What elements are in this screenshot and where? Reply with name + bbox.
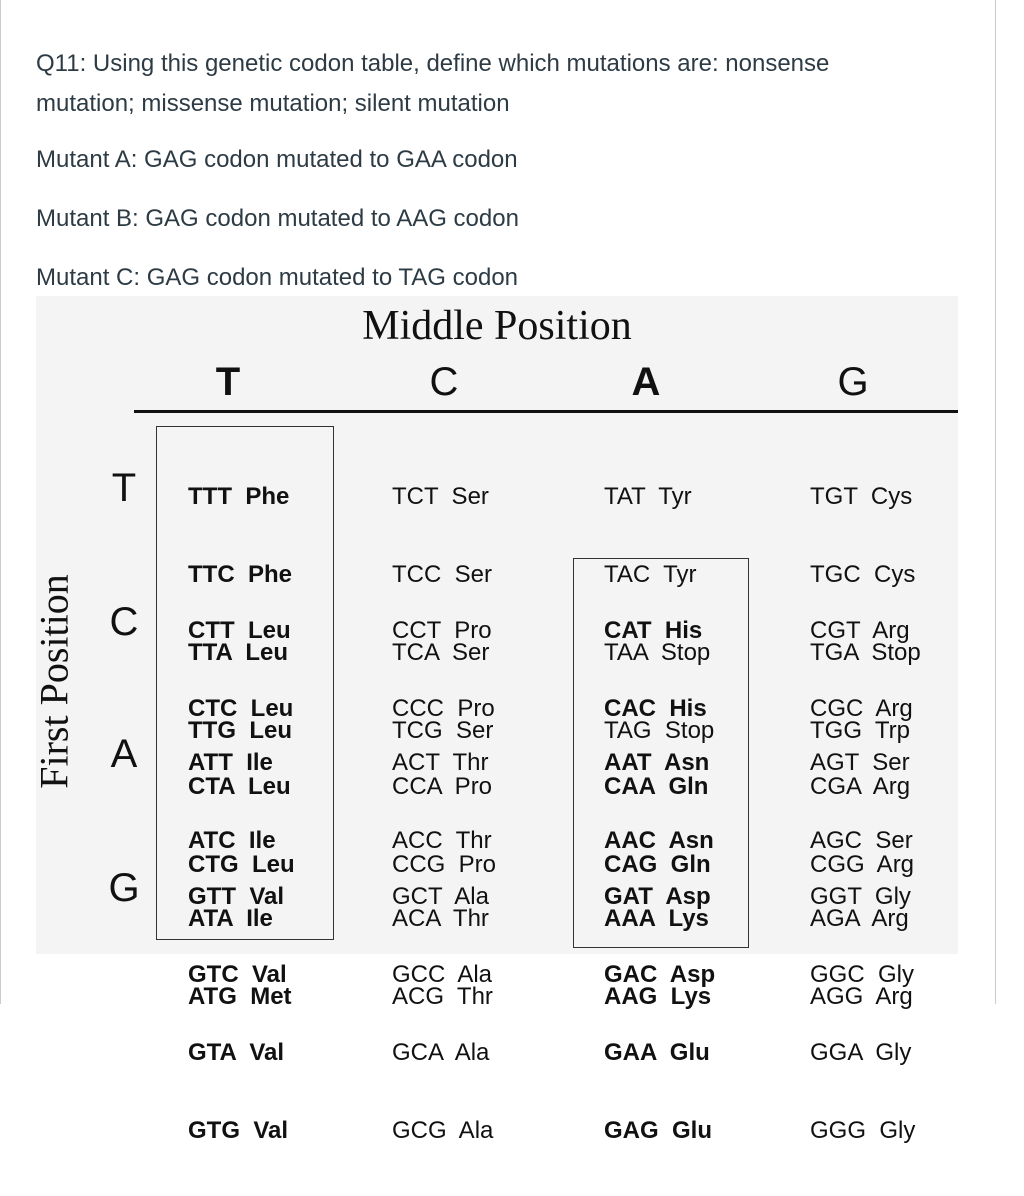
codon-acg: ACG Thr: [392, 983, 493, 1010]
question-line-2: mutation; missense mutation; silent mutation: [36, 90, 510, 117]
codon-ggc: GGC Gly: [810, 961, 915, 988]
codon-aaa: AAA Lys: [604, 905, 709, 932]
codon-gtg: GTG Val: [188, 1117, 289, 1144]
codon-ggt: GGT Gly: [810, 883, 911, 910]
codon-ttt: TTT Phe: [188, 483, 290, 510]
codon-atc: ATC Ile: [188, 827, 276, 854]
row-header-g: G: [108, 866, 140, 910]
row-header-c: C: [109, 600, 139, 644]
cell-gc: [392, 832, 493, 1196]
codon-ggg: GGG Gly: [810, 1117, 916, 1144]
question-line-1: Q11: Using this genetic codon table, define which mutations are: nonsense: [36, 50, 830, 77]
codon-gat: GAT Asp: [604, 883, 711, 910]
codon-gac: GAC Asp: [604, 961, 716, 988]
codon-cgc: CGC Arg: [810, 695, 913, 722]
codon-cac: CAC His: [604, 695, 707, 722]
cell-gt: [188, 832, 288, 1196]
codon-tct: TCT Ser: [392, 483, 489, 510]
mutant-c: Mutant C: GAG codon mutated to TAG codon: [36, 264, 519, 291]
codon-cgg: CGG Arg: [810, 851, 915, 878]
mutant-a: Mutant A: GAG codon mutated to GAA codon: [36, 146, 518, 173]
codon-tgt: TGT Cys: [810, 483, 913, 510]
codon-tcc: TCC Ser: [392, 561, 493, 588]
codon-ctt: CTT Leu: [188, 617, 291, 644]
cell-gg: [810, 832, 915, 1196]
codon-gcc: GCC Ala: [392, 961, 493, 988]
codon-cag: CAG Gln: [604, 851, 711, 878]
codon-caa: CAA Gln: [604, 773, 709, 800]
codon-aga: AGA Arg: [810, 905, 909, 932]
codon-agg: AGG Arg: [810, 983, 913, 1010]
codon-tag: TAG Stop: [604, 717, 715, 744]
codon-cca: CCA Pro: [392, 773, 493, 800]
codon-table-image: [31, 296, 958, 1144]
column-header-g: G: [837, 360, 869, 404]
codon-ttg: TTG Leu: [188, 717, 292, 744]
codon-gag: GAG Glu: [604, 1117, 712, 1144]
codon-tca: TCA Ser: [392, 639, 490, 666]
codon-cat: CAT His: [604, 617, 703, 644]
column-header-t: T: [215, 360, 241, 404]
mutant-b: Mutant B: GAG codon mutated to AAG codon: [36, 205, 519, 232]
codon-ccc: CCC Pro: [392, 695, 495, 722]
codon-gaa: GAA Glu: [604, 1039, 710, 1066]
codon-aca: ACA Thr: [392, 905, 489, 932]
cell-ga: [604, 832, 715, 1196]
codon-act: ACT Thr: [392, 749, 489, 776]
header-divider: [134, 410, 958, 413]
codon-cgt: CGT Arg: [810, 617, 910, 644]
middle-position-title: Middle Position: [362, 303, 632, 349]
codon-tgg: TGG Trp: [810, 717, 911, 744]
codon-aag: AAG Lys: [604, 983, 712, 1010]
codon-gtt: GTT Val: [188, 883, 285, 910]
codon-cta: CTA Leu: [188, 773, 291, 800]
codon-tac: TAC Tyr: [604, 561, 697, 588]
codon-tcg: TCG Ser: [392, 717, 494, 744]
codon-agc: AGC Ser: [810, 827, 913, 854]
column-header-c: C: [429, 360, 459, 404]
question-text: [36, 44, 936, 124]
codon-ctg: CTG Leu: [188, 851, 295, 878]
first-position-title: First Position: [31, 574, 77, 789]
codon-agt: AGT Ser: [810, 749, 910, 776]
codon-ctc: CTC Leu: [188, 695, 294, 722]
codon-ata: ATA Ile: [188, 905, 273, 932]
codon-aac: AAC Asn: [604, 827, 714, 854]
codon-cga: CGA Arg: [810, 773, 911, 800]
column-header-a: A: [631, 360, 661, 404]
codon-gcg: GCG Ala: [392, 1117, 494, 1144]
codon-att: ATT Ile: [188, 749, 273, 776]
codon-gca: GCA Ala: [392, 1039, 490, 1066]
codon-acc: ACC Thr: [392, 827, 492, 854]
codon-aat: AAT Asn: [604, 749, 710, 776]
codon-gta: GTA Val: [188, 1039, 285, 1066]
codon-ccg: CCG Pro: [392, 851, 497, 878]
row-header-a: A: [110, 732, 138, 776]
codon-gtc: GTC Val: [188, 961, 287, 988]
codon-cct: CCT Pro: [392, 617, 492, 644]
codon-gct: GCT Ala: [392, 883, 489, 910]
codon-ttc: TTC Phe: [188, 561, 293, 588]
codon-tgc: TGC Cys: [810, 561, 916, 588]
codon-tga: TGA Stop: [810, 639, 921, 666]
row-header-t: T: [111, 466, 137, 510]
codon-atg: ATG Met: [188, 983, 292, 1010]
codon-taa: TAA Stop: [604, 639, 711, 666]
codon-tat: TAT Tyr: [604, 483, 692, 510]
codon-gga: GGA Gly: [810, 1039, 912, 1066]
codon-tta: TTA Leu: [188, 639, 288, 666]
